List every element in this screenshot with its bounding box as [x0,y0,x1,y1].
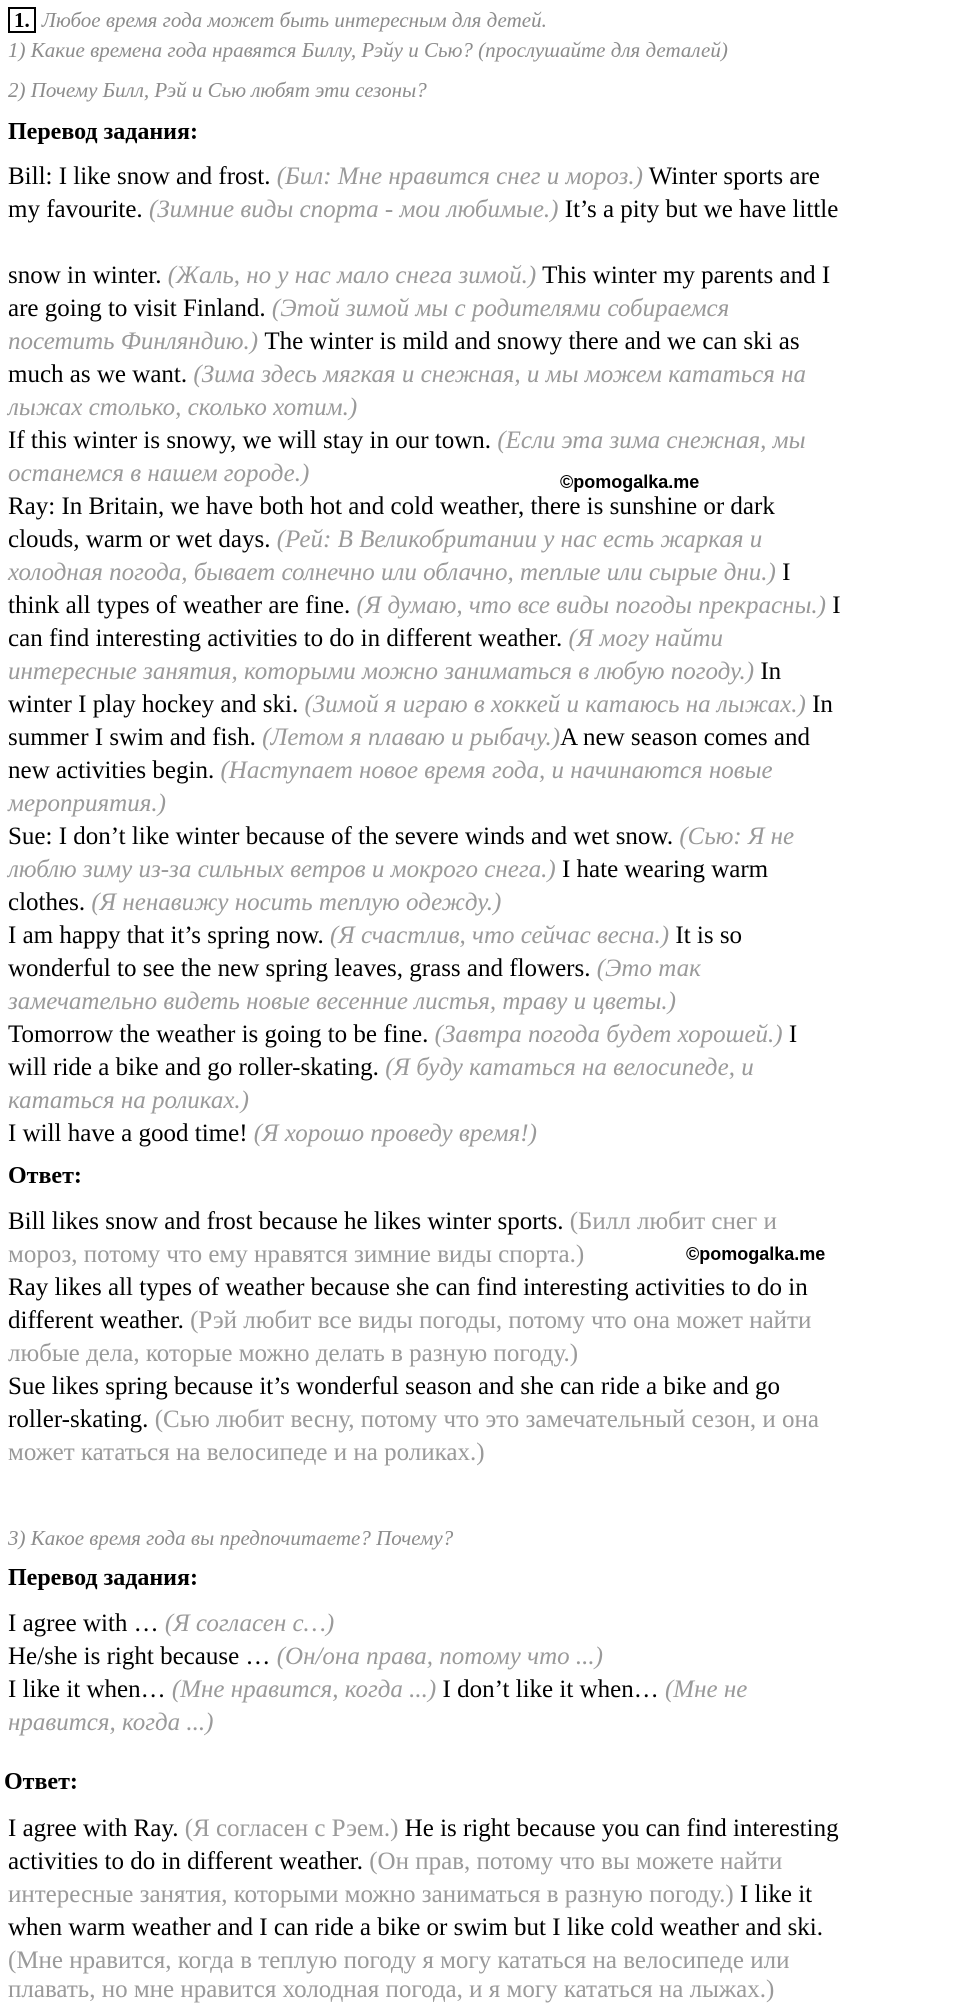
text-line [8,1845,782,1878]
text-line [8,589,841,622]
question-2: 2) Почему Билл, Рэй и Сью любят эти сезоны? [8,78,427,102]
english-text: It is so [669,922,743,949]
text-line [8,886,501,919]
english-text: my favourite. [8,196,149,223]
text-line [8,1607,334,1640]
translation-text: (Мне не [664,1676,748,1703]
translation-heading-3: Перевод задания: [8,1565,198,1591]
english-text: snow in winter. [8,262,168,289]
translation-text: (Он прав, потому что вы можете найти [369,1848,783,1875]
translation-text: кататься на роликах.) [8,1087,250,1114]
text-line [8,1640,603,1673]
translation-text: интересные занятия, которыми можно заниматься в разную погоду.) [8,1881,734,1908]
english-text: Ray likes all types of weather because she can find interesting activities to do in [8,1274,808,1301]
english-text: I [775,559,791,586]
english-text: when warm weather and I can ride a bike or swim but I like cold weather and ski. [8,1914,823,1941]
translation-text: холодная погода, бывает солнечно или облачно, теплые или сырые дни.) [8,559,776,586]
english-text: Sue likes spring because it’s wonderful season and she can ride a bike and go [8,1373,781,1400]
text-line [8,358,806,391]
translation-text: интересные занятия, которыми можно заниматься в любую погоду.) [8,658,755,685]
text-line [8,1878,812,1911]
translation-text: нравится, когда ...) [8,1709,214,1736]
english-text: Ray: In Britain, we have both hot and cold weather, there is sunshine or dark [8,493,775,520]
english-text: activities to do in different weather. [8,1848,370,1875]
translation-text: (Рэй любит все виды погоды, потому что она может найти [190,1307,812,1334]
text-line [8,1370,780,1403]
translation-text: (Мне нравится, когда ...) [171,1676,437,1703]
english-text: new activities begin. [8,757,221,784]
english-text: This winter my parents and I [536,262,831,289]
text-line [8,292,729,325]
translation-heading-1: Перевод задания: [8,119,198,145]
text-line [8,1117,537,1150]
translation-text: (Билл любит снег и [569,1208,777,1235]
english-text: can find interesting activities to do in different weather. [8,625,569,652]
translation-text: (Я ненавижу носить теплую одежду.) [91,889,502,916]
english-text: are going to visit Finland. [8,295,272,322]
english-text: A new season comes and [560,724,811,751]
watermark: ©pomogalka.me [560,472,700,492]
text-line [8,952,701,985]
translation-text: лыжах столько, сколько хотим.) [8,394,358,421]
english-text: Bill likes snow and frost because he likes winter sports. [8,1208,570,1235]
translation-text: (Если эта зима снежная, мы [497,427,806,454]
text-line [8,490,775,523]
question-3: 3) Какое время года вы предпочитаете? Почему? [8,1526,454,1550]
text-line [8,1084,249,1117]
translation-text: мероприятия.) [8,790,166,817]
translation-text: (Это так [596,955,701,982]
text-line [8,820,794,853]
translation-text: (Зима здесь мягкая и снежная, и мы можем кататься на [193,361,806,388]
text-line [8,985,676,1018]
translation-text: (Я согласен с…) [164,1610,335,1637]
task-title: Любое время года может быть интересным для детей. [41,8,547,32]
translation-text: (Он/она права, потому что ...) [276,1643,603,1670]
translation-text: плавать, но мне нравится холодная погода, и я могу кататься на лыжах.) [8,1976,775,2003]
text-line [8,1271,808,1304]
english-text: Bill: I like snow and frost. [8,163,277,190]
text-line [8,325,800,358]
task-title-line [8,4,547,37]
text-line [8,160,820,193]
watermark: ©pomogalka.me [686,1244,826,1264]
translation-text: (Я счастлив, что сейчас весна.) [329,922,670,949]
translation-text: останемся в нашем городе.) [8,460,310,487]
english-text: different weather. [8,1307,191,1334]
english-text: He/she is right because … [8,1643,277,1670]
english-text: He is right because you can find interesting [398,1815,839,1842]
text-line [8,622,723,655]
english-text: will ride a bike and go roller-skating. [8,1054,386,1081]
text-line [8,457,309,490]
english-text: I don’t like it when… [436,1676,665,1703]
translation-text: может кататься на велосипеде и на роликах.) [8,1439,485,1466]
text-line [8,1205,777,1238]
translation-text: (Наступает новое время года, и начинаются новые [220,757,773,784]
english-text: roller-skating. [8,1406,155,1433]
english-text: I hate wearing warm [555,856,769,883]
english-text: I like it when… [8,1676,172,1703]
translation-text: (Я могу найти [568,625,724,652]
english-text: I [782,1021,798,1048]
text-line [8,1051,754,1084]
text-line [8,1973,774,2006]
english-text: I agree with Ray. [8,1815,185,1842]
translation-text: (Сью любит весну, потому что это замечательный сезон, и она [154,1406,820,1433]
english-text: Tomorrow the weather is going to be fine. [8,1021,435,1048]
english-text: Winter sports are [642,163,820,190]
text-line [8,1911,823,1944]
answer-heading-1: Ответ: [8,1163,82,1189]
translation-text: (Я думаю, что все виды погоды прекрасны.) [356,592,826,619]
text-line [8,688,833,721]
text-line [8,787,166,820]
text-line [8,919,742,952]
text-line [8,1706,214,1739]
translation-text: (Я буду кататься на велосипеде, и [385,1054,754,1081]
english-text: winter I play hockey and ski. [8,691,305,718]
text-line [8,1238,584,1271]
task-number: 1. [8,7,36,33]
translation-text: посетить Финляндию.) [8,328,259,355]
text-line [8,193,838,226]
text-line [8,391,357,424]
english-text: wonderful to see the new spring leaves, grass and flowers. [8,955,597,982]
translation-text: (Зимой я играю в хоккей и катаюсь на лыжах.) [304,691,806,718]
text-line [8,1304,811,1337]
translation-text: (Этой зимой мы с родителями собираемся [271,295,730,322]
text-line [8,1337,578,1370]
english-text: In [805,691,833,718]
english-text: clouds, warm or wet days. [8,526,277,553]
translation-text: (Мне нравится, когда в теплую погоду я могу кататься на велосипеде или [8,1947,790,1974]
english-text: I agree with … [8,1610,165,1637]
translation-text: (Я согласен с Рэем.) [184,1815,399,1842]
translation-text: (Жаль, но у нас мало снега зимой.) [167,262,537,289]
translation-text: (Зимние виды спорта - мои любимые.) [148,196,559,223]
translation-text: мороз, потому что ему нравятся зимние виды спорта.) [8,1241,585,1268]
text-line [8,1018,797,1051]
text-line [8,1403,819,1436]
english-text: The winter is mild and snowy there and we can ski as [258,328,800,355]
english-text: I [825,592,841,619]
text-line [8,1812,839,1845]
translation-text: (Я хорошо проведу время!) [253,1120,537,1147]
english-text: It’s a pity but we have little [558,196,839,223]
text-line [8,523,762,556]
translation-text: люблю зиму из-за сильных ветров и мокрого снега.) [8,856,556,883]
translation-text: замечательно видеть новые весенние листья, траву и цветы.) [8,988,677,1015]
text-line [8,754,773,787]
english-text: If this winter is snowy, we will stay in our town. [8,427,498,454]
text-line [8,556,790,589]
question-1: 1) Какие времена года нравятся Биллу, Рэйу и Сью? (прослушайте для деталей) [8,38,728,62]
english-text: I like it [733,1881,813,1908]
text-line [8,721,810,754]
text-line [8,1436,485,1469]
translation-text: (Сью: Я не [679,823,795,850]
english-text: In [754,658,782,685]
english-text: clothes. [8,889,92,916]
translation-text: (Бил: Мне нравится снег и мороз.) [276,163,643,190]
english-text: think all types of weather are fine. [8,592,357,619]
english-text: I am happy that it’s spring now. [8,922,330,949]
translation-text: (Летом я плаваю и рыбачу.) [262,724,561,751]
text-line [8,853,768,886]
text-line [8,259,830,292]
translation-text: любые дела, которые можно делать в разную погоду.) [8,1340,579,1367]
answer-heading-3: Ответ: [4,1769,78,1795]
english-text: much as we want. [8,361,194,388]
text-line [8,1673,747,1706]
english-text: summer I swim and fish. [8,724,263,751]
english-text: I will have a good time! [8,1120,254,1147]
translation-text: (Рей: В Великобритании у нас есть жаркая и [276,526,763,553]
english-text: Sue: I don’t like winter because of the severe winds and wet snow. [8,823,680,850]
translation-text: (Завтра погода будет хорошей.) [434,1021,783,1048]
text-line [8,655,781,688]
text-line [8,424,806,457]
